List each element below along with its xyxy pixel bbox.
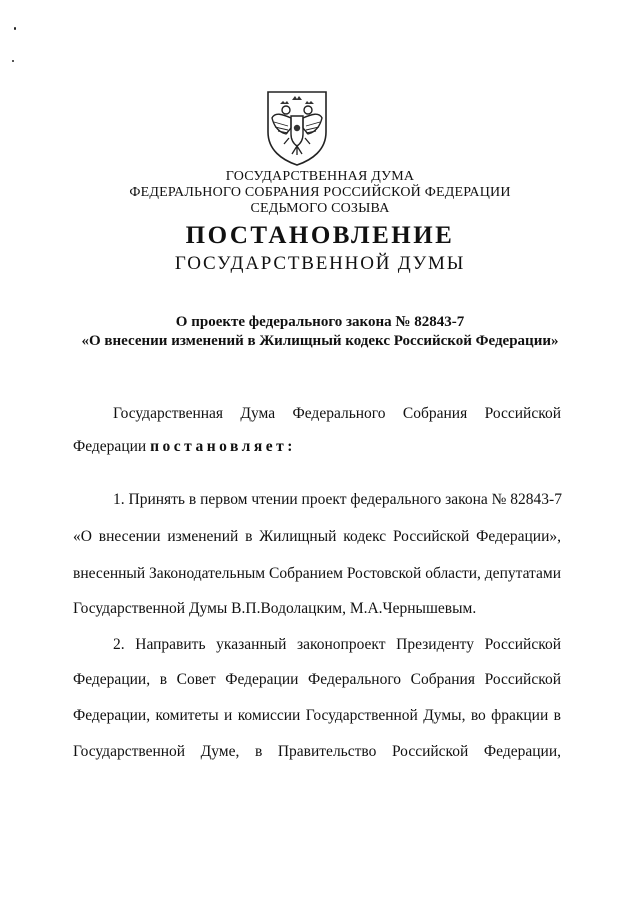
item2-line3: Федерации, комитеты и комиссии Государственной Думы, во фракции в bbox=[73, 707, 561, 724]
document-issuer: ГОСУДАРСТВЕННОЙ ДУМЫ bbox=[174, 253, 466, 274]
preamble-federation-word: Федерации bbox=[73, 438, 147, 455]
item1-line3: внесенный Законодательным Собранием Ростовской области, депутатами bbox=[73, 565, 561, 582]
item1-line4: Государственной Думы В.П.Водолацким, М.А.Чернышевым. bbox=[73, 600, 477, 617]
coat-of-arms-icon bbox=[262, 88, 332, 168]
document-type-title: ПОСТАНОВЛЕНИЕ bbox=[185, 222, 455, 249]
preamble-line2 bbox=[73, 438, 561, 456]
scan-speck bbox=[14, 27, 16, 30]
subject-line1: О проекте федерального закона № 82843-7 bbox=[175, 314, 465, 330]
subject-line2: «О внесении изменений в Жилищный кодекс Российской Федерации» bbox=[81, 333, 559, 349]
item2-line2: Федерации, в Совет Федерации Федерального Собрания Российской bbox=[73, 671, 561, 688]
convocation-line: СЕДЬМОГО СОЗЫВА bbox=[250, 201, 390, 216]
scan-speck bbox=[12, 60, 14, 62]
item2-line4: Государственной Думе, в Правительство Российской Федерации, bbox=[73, 743, 561, 760]
item1-line1: 1. Принять в первом чтении проект федерального закона № 82843-7 bbox=[113, 491, 562, 508]
org-name-line2: ФЕДЕРАЛЬНОГО СОБРАНИЯ РОССИЙСКОЙ ФЕДЕРАЦИИ bbox=[129, 185, 511, 200]
preamble-line1: Государственная Дума Федерального Собрания Российской bbox=[113, 405, 561, 422]
org-name-line1: ГОСУДАРСТВЕННАЯ ДУМА bbox=[225, 169, 415, 184]
item1-line2: «О внесении изменений в Жилищный кодекс Российской Федерации», bbox=[73, 528, 561, 545]
resolves-word: постановляет: bbox=[150, 438, 296, 455]
item2-line1: 2. Направить указанный законопроект Президенту Российской bbox=[113, 636, 561, 653]
